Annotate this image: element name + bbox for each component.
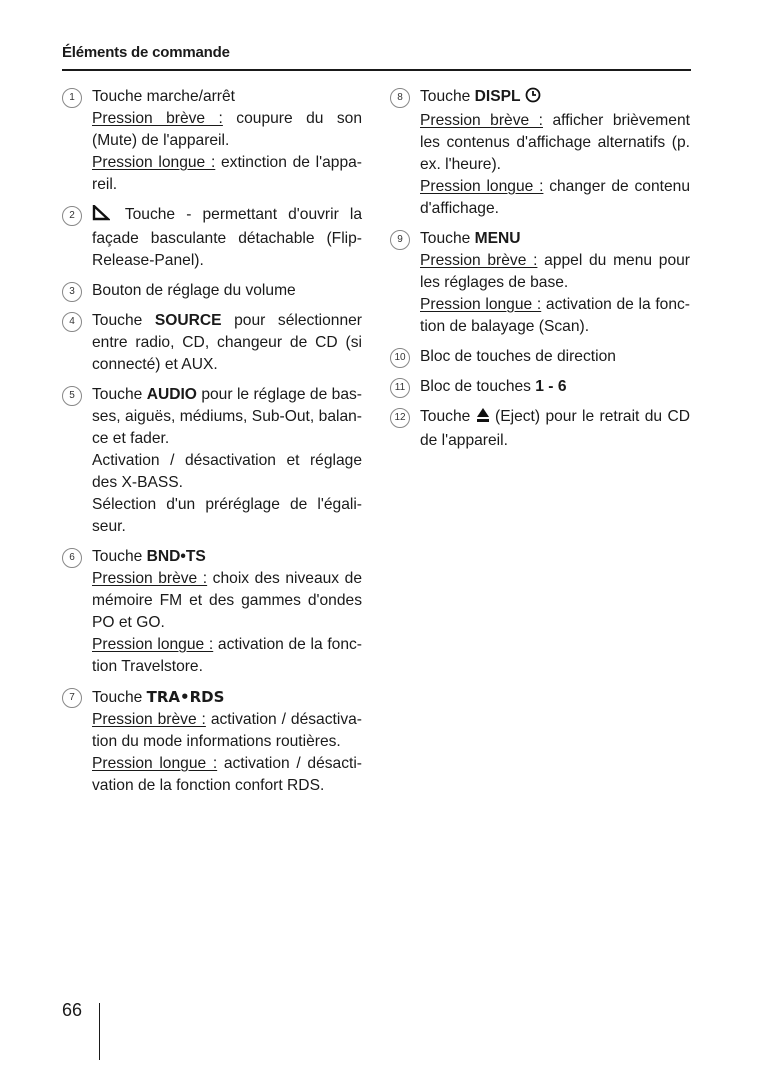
list-item-9 [390,228,690,338]
page-number: 66 [62,1000,83,1020]
item-number: 8 [390,88,410,108]
list-item-8 [390,86,690,220]
item-desc: pour sélectionner entre radio, CD, changeur de CD (si connecté) et AUX. [92,312,362,373]
item-desc: Touche [92,689,147,706]
item-number: 12 [390,408,410,428]
item-number: 11 [390,378,410,398]
item-number: 9 [390,230,410,250]
list-item-10 [390,346,690,368]
item-number: 6 [62,548,82,568]
item-number: 4 [62,312,82,332]
long-press-label: Pression longue : [420,178,544,195]
item-text [420,406,690,452]
item-text [420,250,690,294]
item-desc: Touche [92,548,147,565]
item-desc: choix des niveaux de mémoire FM et des gammes d'ondes PO et GO. [92,570,362,631]
key-name: SOURCE [154,312,222,329]
item-desc: appel du menu pour les réglages de base. [420,252,690,291]
item-text: Activation / désactivation et réglage des X-BASS. [92,452,362,491]
short-press-label: Pression brève : [92,570,208,587]
item-text [92,310,362,376]
list-item-11 [390,376,690,398]
item-text [420,110,690,176]
item-text: Touche marche/arrêt [92,88,236,105]
footer-divider [99,1003,100,1060]
item-desc: activation / désacti-vation de la fonction confort RDS. [92,755,362,794]
item-desc: Touche [92,312,155,329]
item-text [420,228,690,250]
item-text [92,108,362,152]
item-text: Sélection d'un préréglage de l'égali-seur. [92,496,362,535]
item-number: 10 [390,348,410,368]
key-name: MENU [474,230,521,247]
short-press-label: Pression brève : [420,112,543,129]
left-column [62,86,362,805]
item-text [92,546,362,568]
item-text: Bloc de touches de direction [420,348,616,365]
item-desc: Touche [420,408,476,425]
key-name: BND•TS [146,548,206,565]
right-column [390,86,690,460]
item-number: 1 [62,88,82,108]
long-press-label: Pression longue : [92,154,216,171]
list-item-4 [62,310,362,376]
item-text [420,86,690,110]
short-press-label: Pression brève : [92,110,223,127]
item-number: 3 [62,282,82,302]
item-text [420,294,690,338]
long-press-label: Pression longue : [420,296,542,313]
item-text [92,152,362,196]
item-number: 2 [62,206,82,226]
key-name: DISPL [474,88,521,105]
list-item-2 [62,204,362,272]
item-text: Bouton de réglage du volume [92,282,296,299]
item-desc: Touche [420,230,475,247]
flip-release-icon [92,205,110,228]
item-desc: Bloc de touches [420,378,536,395]
item-text [92,686,362,709]
long-press-label: Pression longue : [92,636,214,653]
item-desc: changer de contenu d'affichage. [420,178,690,217]
item-text [92,634,362,678]
header-divider [62,69,691,71]
item-desc: activation / désactiva-tion du mode informations routières. [92,711,362,750]
key-name: 1 - 6 [535,378,567,395]
list-item-7 [62,686,362,797]
item-text [420,176,690,220]
long-press-label: Pression longue : [92,755,218,772]
item-text [92,753,362,797]
item-desc: Touche [420,88,475,105]
page-header-title: Éléments de commande [62,44,230,61]
item-desc: activation de la fonc-tion de balayage (Scan). [420,296,691,335]
list-item-6 [62,546,362,678]
item-desc: afficher brièvement les contenus d'affichage alternatifs (p. ex. l'heure). [420,112,690,173]
item-text [92,709,362,753]
eject-icon [476,407,490,430]
list-item-5 [62,384,362,538]
key-name: TRA•RDS [146,688,225,706]
item-text [420,376,690,398]
list-item-1 [62,86,362,196]
item-text [92,204,362,272]
item-desc: pour le réglage de bas-ses, aiguës, médiums, Sub-Out, balan-ce et fader. [92,386,362,447]
item-desc: activation de la fonc-tion Travelstore. [92,636,363,675]
key-name: AUDIO [146,386,197,403]
item-desc: coupure du son (Mute) de l'appareil. [92,110,362,149]
item-desc: (Eject) pour le retrait du CD de l'appareil. [420,408,690,449]
item-number: 7 [62,688,82,708]
clock-icon [525,87,541,110]
short-press-label: Pression brève : [92,711,206,728]
list-item-3 [62,280,362,302]
item-number: 5 [62,386,82,406]
item-text [92,384,362,450]
item-desc: Touche [92,386,147,403]
short-press-label: Pression brève : [420,252,538,269]
item-text [92,568,362,634]
list-item-12 [390,406,690,452]
item-desc: Touche - permettant d'ouvrir la façade basculante détachable (Flip-Release-Panel). [92,206,362,269]
item-desc: extinction de l'appa-reil. [92,154,362,193]
